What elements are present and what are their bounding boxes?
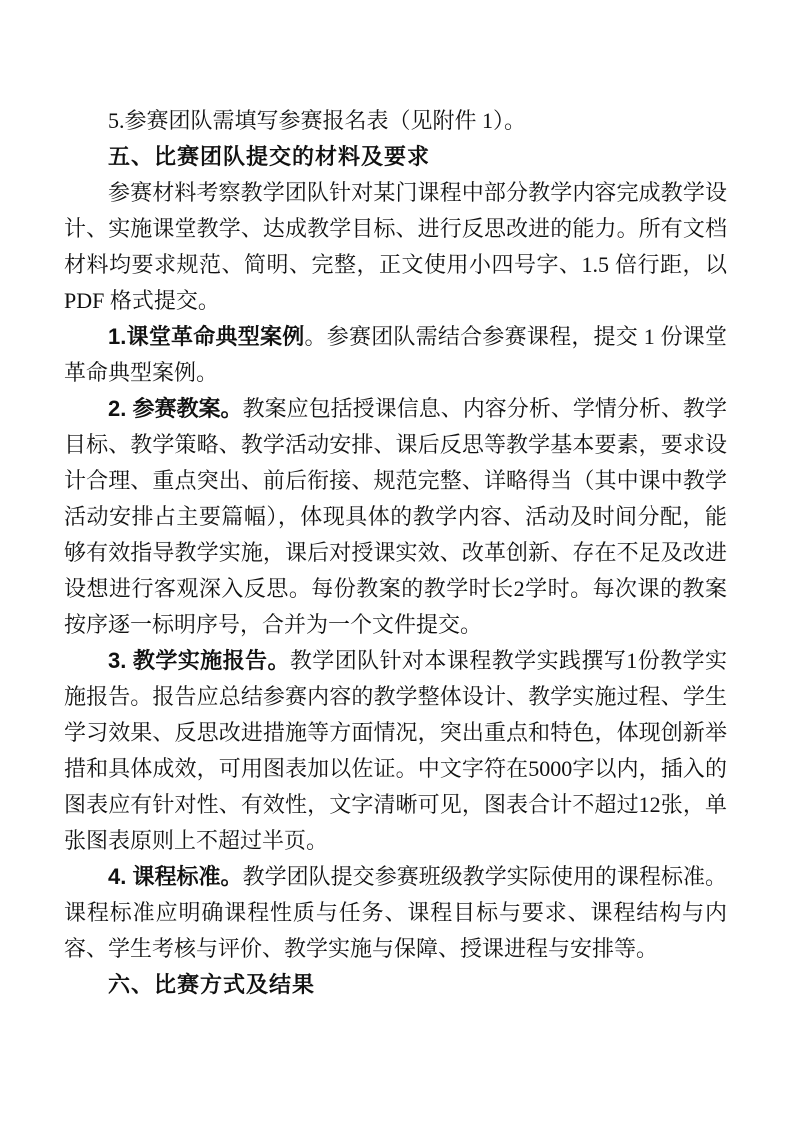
material-item-2-text: 教案应包括授课信息、内容分析、学情分析、教学目标、教学策略、教学活动安排、课后反思等教学基本要素，要求设计合理、重点突出、前后衔接、规范完整、详略得当（其中课中教学活动安排占主要篇幅），体现具体的教学内容、活动及时间分配，能够有效指导教学实施，课后对授课实效、改革创新、存在不足及改进设想进行客观深入反思。每份教案的教学时长2学时。每次课的教案按序逐一标明序号，合并为一个文件提交。: [64, 396, 727, 637]
material-item-4-text: 教学团队提交参赛班级教学实际使用的课程标准。课程标准应明确课程性质与任务、课程目标与要求、课程结构与内容、学生考核与评价、教学实施与保障、授课进程与安排等。: [64, 864, 727, 961]
section-6-heading: 六、比赛方式及结果: [108, 972, 316, 997]
material-item-2: [64, 391, 727, 643]
material-item-3: [64, 643, 727, 859]
material-item-4-lead: 4. 课程标准。: [108, 864, 243, 889]
material-item-1-lead: 1.课堂革命典型案例: [108, 324, 305, 349]
material-item-1-text: 。参赛团队需结合参赛课程，提交 1 份课堂革命典型案例。: [64, 324, 727, 385]
material-item-4: [64, 859, 727, 967]
list-item-5: 5.参赛团队需填写参赛报名表（见附件 1）。: [108, 108, 527, 133]
material-item-2-lead: 2. 参赛教案。: [108, 396, 243, 421]
material-item-3-lead: 3. 教学实施报告。: [108, 648, 290, 673]
section-5-heading: 五、比赛团队提交的材料及要求: [108, 144, 431, 169]
material-item-1: [64, 319, 727, 391]
material-item-3-text: 教学团队针对本课程教学实践撰写1份教学实施报告。报告应总结参赛内容的教学整体设计、教学实施过程、学生学习效果、反思改进措施等方面情况，突出重点和特色，体现创新举措和具体成效，可用图表加以佐证。中文字符在5000字以内，插入的图表应有针对性、有效性，文字清晰可见，图表合计不超过12张，单张图表原则上不超过半页。: [64, 648, 727, 853]
section-5-intro: 参赛材料考察教学团队针对某门课程中部分教学内容完成教学设计、实施课堂教学、达成教学目标、进行反思改进的能力。所有文档材料均要求规范、简明、完整，正文使用小四号字、1.5 倍行距，以 PDF 格式提交。: [64, 180, 727, 313]
